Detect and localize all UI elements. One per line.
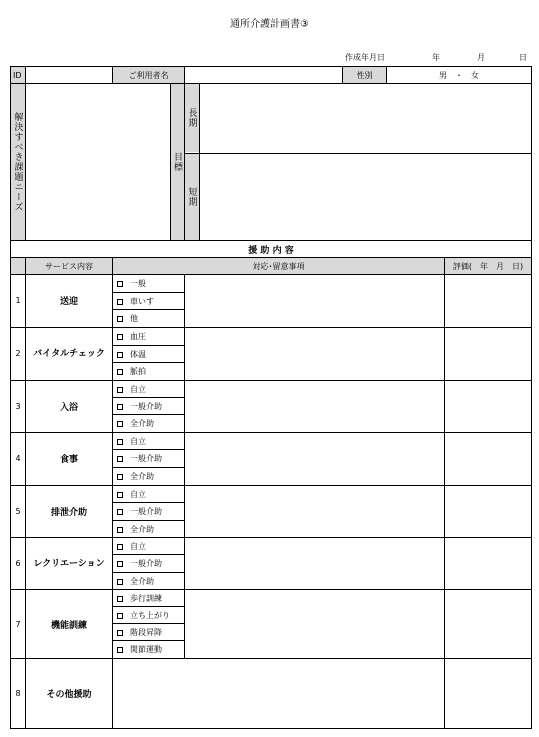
checkbox-icon: [117, 387, 123, 393]
date-month: 月: [477, 53, 485, 62]
page-title: 通所介護計画書③: [230, 19, 309, 30]
support-header: 援 助 内 容: [248, 245, 294, 256]
option-checkbox[interactable]: 一般介助: [117, 558, 162, 569]
option-checkbox[interactable]: 一般介助: [117, 453, 162, 464]
option-checkbox[interactable]: 立ち上がり: [117, 610, 170, 621]
option-checkbox[interactable]: 一般: [117, 278, 146, 289]
num-header: [11, 258, 25, 274]
gender-options[interactable]: 男 ・ 女: [439, 70, 479, 80]
option-checkbox[interactable]: 血圧: [117, 331, 146, 342]
row-num: 7: [15, 619, 21, 629]
option-checkbox[interactable]: 自立: [117, 384, 146, 395]
option-checkbox[interactable]: 自立: [117, 489, 146, 500]
row-num: 6: [15, 559, 21, 568]
row-num: 2: [15, 349, 21, 358]
eval-header: 評価( 年 月 日): [445, 258, 531, 274]
needs-field[interactable]: [26, 84, 170, 240]
option-checkbox[interactable]: 一般介助: [117, 506, 162, 517]
notes-header: 対応･留意事項: [113, 258, 444, 274]
checkbox-icon: [117, 579, 123, 585]
option-checkbox[interactable]: 脈拍: [117, 366, 146, 377]
date-label: 作成年月日: [345, 53, 385, 62]
gender-label: 性別: [343, 67, 386, 83]
option-checkbox[interactable]: 車いす: [117, 296, 154, 307]
service-name: 機能訓練: [50, 620, 87, 631]
service-name: バイタルチェック: [33, 348, 105, 359]
service-name: 排泄介助: [50, 508, 87, 518]
id-label: ID: [11, 67, 25, 83]
row-num: 4: [15, 454, 21, 463]
option-checkbox[interactable]: 全介助: [117, 524, 154, 535]
checkbox-icon: [117, 630, 123, 636]
date-day: 日: [519, 53, 527, 62]
option-checkbox[interactable]: 体温: [117, 349, 146, 360]
option-checkbox[interactable]: 関節運動: [117, 644, 162, 655]
checkbox-icon: [117, 647, 123, 653]
checkbox-icon: [117, 509, 123, 515]
checkbox-icon: [117, 404, 123, 410]
checkbox-icon: [117, 352, 123, 358]
row-num: 5: [15, 507, 21, 516]
user-name-field[interactable]: [185, 67, 342, 83]
checkbox-icon: [117, 561, 123, 567]
option-checkbox[interactable]: 他: [117, 313, 138, 324]
needs-side-label: 解決すべき課題ニーズ: [11, 84, 25, 240]
long-term-label: 長期: [185, 84, 199, 152]
option-checkbox[interactable]: 階段昇降: [117, 627, 162, 638]
notes-area[interactable]: [185, 275, 444, 658]
checkbox-icon: [117, 456, 123, 462]
option-checkbox[interactable]: 全介助: [117, 576, 154, 587]
checkbox-icon: [117, 334, 123, 340]
eval-area[interactable]: [445, 275, 531, 728]
option-checkbox[interactable]: 全介助: [117, 471, 154, 482]
row-num: 1: [15, 296, 21, 305]
option-checkbox[interactable]: 一般介助: [117, 401, 162, 412]
checkbox-icon: [117, 474, 123, 480]
row-num: 3: [15, 402, 21, 411]
option-checkbox[interactable]: 歩行訓練: [117, 593, 162, 604]
option-checkbox[interactable]: 自立: [117, 541, 146, 552]
service-name: その他援助: [46, 690, 92, 700]
checkbox-icon: [117, 421, 123, 427]
service-name: 送迎: [59, 297, 78, 307]
checkbox-icon: [117, 544, 123, 550]
row-num: 8: [15, 689, 21, 698]
short-term-field[interactable]: [200, 154, 531, 240]
id-field[interactable]: [26, 67, 112, 83]
service-name: レクリエーション: [33, 558, 105, 569]
checkbox-icon: [117, 596, 123, 602]
other-notes-area[interactable]: [113, 659, 444, 728]
checkbox-icon: [117, 613, 123, 619]
user-name-label: ご利用者名: [113, 67, 184, 83]
date-year: 年: [432, 53, 440, 62]
option-checkbox[interactable]: 全介助: [117, 418, 154, 429]
checkbox-icon: [117, 369, 123, 375]
goal-label: 目標: [171, 84, 184, 240]
checkbox-icon: [117, 492, 123, 498]
service-header: サービス内容: [26, 258, 112, 274]
service-name: 食事: [59, 455, 78, 465]
checkbox-icon: [117, 299, 123, 305]
service-name: 入浴: [59, 403, 78, 413]
checkbox-icon: [117, 527, 123, 533]
option-checkbox[interactable]: 自立: [117, 436, 146, 447]
long-term-field[interactable]: [200, 84, 531, 153]
checkbox-icon: [117, 316, 123, 322]
checkbox-icon: [117, 281, 123, 287]
short-term-label: 短期: [185, 154, 199, 240]
checkbox-icon: [117, 439, 123, 445]
